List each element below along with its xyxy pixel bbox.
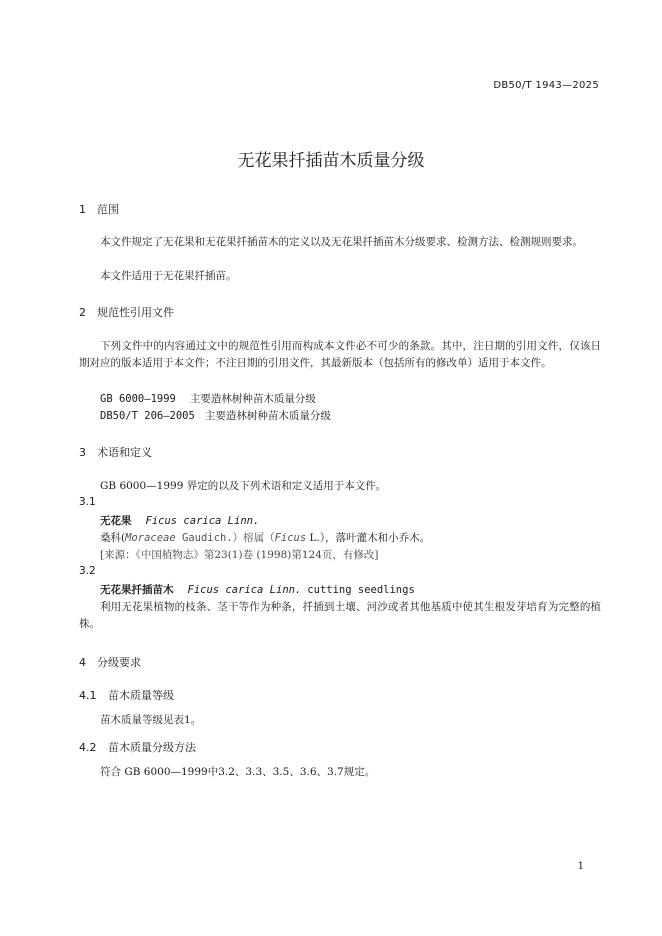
reference-1-title: 主要造林树种苗木质量分级: [189, 393, 316, 405]
section-1-paragraph-1: 本文件规定了无花果和无花果扦插苗木的定义以及无花果扦插苗木分级要求、检测方法、检测规则要求。: [100, 236, 583, 248]
term-3-1-definition: [100, 530, 430, 545]
term-3-1: [100, 513, 259, 528]
section-4-1-heading: [79, 687, 174, 703]
reference-1-code: GB 6000—1999: [100, 393, 176, 405]
section-title: 苗木质量等级: [108, 689, 174, 702]
section-3-intro: GB 6000—1999 界定的以及下列术语和定义适用于本文件。: [100, 480, 387, 492]
section-title: 术语和定义: [97, 446, 152, 459]
page-number: 1: [577, 861, 584, 872]
section-number: 4.2: [79, 741, 97, 754]
definition-text: Gaudich.）榕属（: [175, 532, 275, 544]
section-number: 4: [79, 656, 86, 669]
term-english-name: cutting seedlings: [307, 584, 415, 596]
term-3-1-source: [来源：《中国植物志》第23(1)卷 (1998)第124页，有修改]: [100, 549, 379, 561]
section-number: 4.1: [79, 689, 97, 702]
section-4-heading: [79, 654, 141, 670]
section-3-heading: [79, 444, 152, 460]
term-3-2-number: 3.2: [79, 565, 96, 577]
term-3-2: [100, 582, 415, 597]
term-3-2-definition: 利用无花果植物的枝条、茎干等作为种条，扦插到土壤、河沙或者其他基质中使其生根发芽培育为完整的植株。: [79, 601, 601, 630]
term-latin-name: Ficus carica Linn.: [145, 515, 260, 527]
genus-name: Ficus: [274, 532, 307, 544]
section-number: 2: [79, 306, 86, 319]
section-2-heading: [79, 304, 174, 320]
term-3-1-number: 3.1: [79, 496, 96, 508]
term-name: 无花果: [100, 515, 132, 527]
section-title: 规范性引用文件: [97, 306, 174, 319]
term-latin-name: Ficus carica Linn.: [187, 584, 302, 596]
section-4-2-text: 符合 GB 6000—1999中3.2、3.3、3.5、3.6、3.7规定。: [100, 766, 376, 778]
section-2-paragraph-1: 下列文件中的内容通过文中的规范性引用而构成本文件必不可少的条款。其中，注日期的引用文件，仅该日期对应的版本适用于本文件；不注日期的引用文件，其最新版本（包括所有的修改单）适用于本文件。: [79, 340, 601, 369]
section-title: 范围: [97, 203, 119, 216]
document-number: DB50/T 1943—2025: [493, 80, 599, 91]
section-number: 3: [79, 446, 86, 459]
section-title: 分级要求: [97, 656, 141, 669]
family-name: Moraceae: [125, 532, 176, 544]
section-4-1-text: 苗木质量等级见表1。: [100, 714, 202, 726]
reference-2-title: 主要造林树种苗木质量分级: [204, 410, 331, 422]
reference-2: [100, 408, 331, 423]
reference-2-code: DB50/T 206—2005: [100, 410, 195, 422]
section-4-2-heading: [79, 739, 196, 755]
section-1-heading: [79, 201, 119, 217]
reference-1: [100, 391, 316, 406]
section-1-paragraph-2: 本文件适用于无花果扦插苗。: [100, 270, 237, 282]
document-title: 无花果扦插苗木质量分级: [237, 151, 425, 171]
term-name: 无花果扦插苗木: [100, 584, 174, 596]
definition-text: 桑科(: [100, 532, 126, 544]
definition-text: L.），落叶灌木和小乔木。: [306, 532, 431, 544]
section-title: 苗木质量分级方法: [108, 741, 196, 754]
section-number: 1: [79, 203, 86, 216]
